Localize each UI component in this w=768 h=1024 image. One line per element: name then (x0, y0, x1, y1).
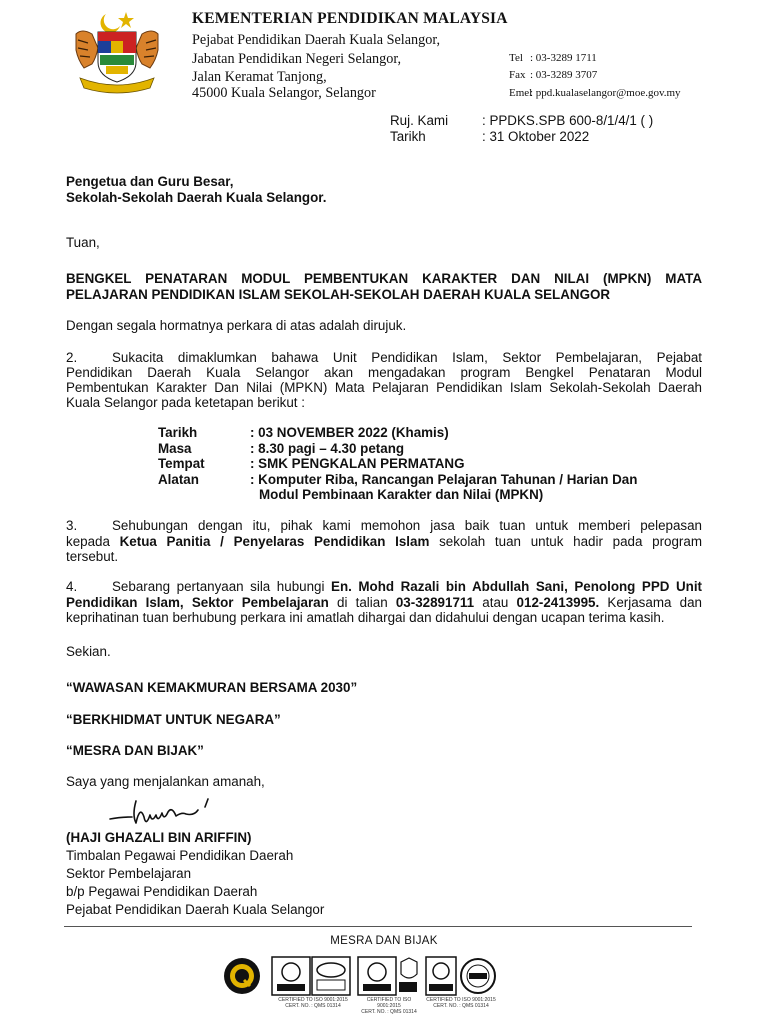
subject-line: PELAJARAN PENDIDIKAN ISLAM SEKOLAH-SEKOLAH DAERAH KUALA SELANGOR (66, 287, 611, 302)
para2-line: Pembentukan Karakter Dan Nilai (MPKN) Mata Pelajaran Pendidikan Islam Sekolah-Sekolah Daerah (66, 380, 702, 395)
para4-line: Pendidikan Islam, Sektor Pembelajaran di talian 03-32891711 atau 012-2413995. Kerjasama dan (66, 595, 702, 610)
motto: “BERKHIDMAT UNTUK NEGARA” (66, 712, 281, 727)
intro-text: Dengan segala hormatnya perkara di atas adalah dirujuk. (66, 318, 407, 333)
para3-line: kepada Ketua Panitia / Penyelaras Pendidikan Islam sekolah tuan untuk hadir pada program (66, 534, 702, 549)
para3-number: 3. (66, 518, 78, 533)
address-line: Jabatan Pendidikan Negeri Selangor, (192, 51, 402, 67)
details-time-value: : 8.30 pagi – 4.30 petang (250, 440, 405, 456)
motto: “WAWASAN KEMAKMURAN BERSAMA 2030” (66, 680, 358, 695)
sirim-ukas-certification-logo (357, 956, 419, 1001)
date-value: : 31 Oktober 2022 (482, 128, 590, 144)
para2-line: Pendidikan Daerah Kuala Selangor akan mengadakan program Bengkel Penataran Modul (66, 365, 702, 380)
handwritten-signature (108, 797, 228, 829)
motto: “MESRA DAN BIJAK” (66, 743, 204, 758)
para3-line: Sehubungan dengan itu, pihak kami memohon jasa baik tuan untuk memberi pelepasan (112, 518, 702, 533)
fax-label: Fax (509, 69, 526, 81)
recipient-line: Pengetua dan Guru Besar, (66, 174, 234, 189)
ministry-crest-logo (70, 10, 164, 96)
cert-caption: CERTIFIED TO ISO 9001:2015 CERT. NO. : QMS 01314 (278, 997, 348, 1009)
para2-line: Sukacita dimaklumkan bahawa Unit Pendidikan Islam, Sektor Pembelajaran, Pejabat (112, 350, 702, 365)
para4-line: Sebarang pertanyaan sila hubungi En. Mohd Razali bin Abdullah Sani, Penolong PPD Unit (112, 579, 703, 594)
recipient-line: Sekolah-Sekolah Daerah Kuala Selangor. (66, 190, 327, 205)
para2-number: 2. (66, 350, 78, 365)
ministry-name: KEMENTERIAN PENDIDIKAN MALAYSIA (192, 10, 508, 27)
email-label: Emel (509, 87, 533, 99)
contact-person: En. Mohd Razali bin Abdullah Sani, Penolong PPD Unit (331, 579, 703, 594)
footer-motto: MESRA DAN BIJAK (330, 935, 438, 947)
address-line: Pejabat Pendidikan Daerah Kuala Selangor, (192, 32, 441, 48)
details-time-label: Masa (158, 440, 192, 456)
details-equipment-value: : Komputer Riba, Rancangan Pelajaran Tahunan / Harian Dan (250, 471, 638, 487)
para2-line: Kuala Selangor pada ketetapan berikut : (66, 395, 305, 410)
address-line: 45000 Kuala Selangor, Selangor (192, 85, 376, 101)
details-equipment-label: Alatan (158, 471, 199, 487)
sirim-iqnet-certification-logo (425, 956, 497, 1001)
subject-line: BENGKEL PENATARAN MODUL PEMBENTUKAN KARAKTER DAN NILAI (MPKN) MATA (66, 271, 702, 286)
details-equipment-value: Modul Pembinaan Karakter dan Nilai (MPKN) (259, 487, 544, 502)
para4-line: keprihatinan tuan berhubung perkara ini amatlah dihargai dan didahului dengan ucapan terima kasih. (66, 610, 665, 625)
details-date-label: Tarikh (158, 425, 198, 440)
closing-text: Sekian. (66, 644, 111, 659)
phone-number: 03-32891711 (395, 595, 475, 610)
fax-value: : 03-3289 3707 (530, 69, 598, 81)
tel-value: : 03-3289 1711 (530, 52, 597, 64)
date-label: Tarikh (390, 128, 426, 144)
reference-block (390, 113, 653, 144)
details-venue-value: : SMK PENGKALAN PERMATANG (250, 456, 465, 471)
address-line: Jalan Keramat Tanjong, (192, 69, 327, 85)
tel-label: Tel (509, 52, 523, 64)
ref-value: : PPDKS.SPB 600-8/1/4/1 ( ) (482, 113, 654, 128)
quality-emblem-logo (222, 956, 262, 1001)
ref-label: Ruj. Kami (390, 113, 449, 128)
phone-number: 012-2413995. (516, 595, 600, 610)
sirim-certification-logo (271, 956, 351, 1001)
cert-caption: CERTIFIED TO ISO 9001:2015 CERT. NO. : QMS 01314 (361, 997, 417, 1015)
para3-emphasis: Ketua Panitia / Penyelaras Pendidikan Islam (119, 534, 430, 549)
para4-number: 4. (66, 579, 78, 594)
details-date-value: : 03 NOVEMBER 2022 (Khamis) (250, 425, 449, 440)
signatory-title: Timbalan Pegawai Pendidikan Daerah (66, 848, 294, 863)
event-details (158, 425, 637, 503)
cert-caption: CERTIFIED TO ISO 9001:2015 CERT. NO. : QMS 01314 (426, 997, 496, 1009)
para3-line: tersebut. (66, 549, 119, 564)
email-value: : ppd.kualaselangor@moe.gov.my (530, 87, 681, 99)
footer-divider (64, 926, 692, 927)
signoff-text: Saya yang menjalankan amanah, (66, 774, 265, 789)
signatory-title: Sektor Pembelajaran (66, 866, 192, 881)
signatory-title: b/p Pegawai Pendidikan Daerah (66, 884, 258, 899)
salutation: Tuan, (66, 235, 100, 250)
details-venue-label: Tempat (158, 456, 205, 471)
signatory-title: Pejabat Pendidikan Daerah Kuala Selangor (66, 902, 325, 917)
signatory-name: (HAJI GHAZALI BIN ARIFFIN) (66, 830, 252, 845)
